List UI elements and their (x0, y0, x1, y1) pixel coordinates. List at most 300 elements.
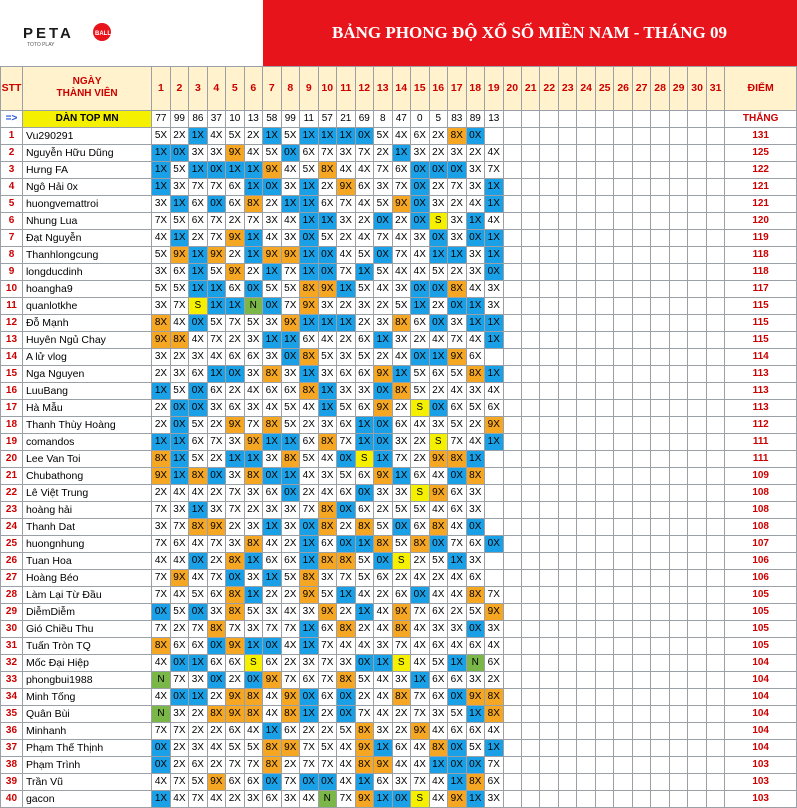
result-cell: 5X (207, 314, 225, 331)
svg-text:BALL: BALL (94, 31, 111, 37)
result-cell: 3X (392, 773, 411, 790)
table-row (1, 450, 797, 467)
empty-cell (503, 212, 521, 229)
result-cell: 6X (281, 382, 300, 399)
top-value-cell: 8 (374, 110, 393, 127)
top-value-cell: 69 (355, 110, 374, 127)
result-cell: 9X (226, 705, 244, 722)
row-points: 115 (725, 314, 797, 331)
table-row (1, 229, 797, 246)
result-cell: 7X (226, 620, 244, 637)
empty-cell (632, 637, 650, 654)
result-cell: 5X (189, 416, 207, 433)
result-cell: 2X (392, 212, 411, 229)
result-cell: 2X (429, 569, 448, 586)
result-cell: 4X (170, 484, 188, 501)
empty-cell (595, 467, 613, 484)
empty-cell (577, 586, 595, 603)
result-cell: 3X (411, 229, 430, 246)
table-row (1, 535, 797, 552)
empty-cell (595, 722, 613, 739)
result-cell: 7X (152, 535, 170, 552)
row-stt: 24 (1, 518, 23, 535)
result-cell: 9X (263, 246, 282, 263)
empty-cell (503, 161, 521, 178)
result-cell: 8X (152, 637, 170, 654)
empty-cell (558, 756, 576, 773)
member-name: Tuan Hoa (22, 552, 151, 569)
result-cell: 0X (374, 416, 393, 433)
result-cell: 5X (466, 603, 485, 620)
result-cell: 1X (207, 280, 225, 297)
result-cell: 3X (207, 603, 225, 620)
result-cell: 1X (263, 569, 282, 586)
result-cell: 2X (337, 518, 356, 535)
result-cell: 5X (448, 416, 467, 433)
empty-cell (577, 518, 595, 535)
result-cell: 5X (466, 399, 485, 416)
result-cell: 0X (207, 195, 225, 212)
row-stt: 40 (1, 790, 23, 807)
result-cell: 9X (411, 722, 430, 739)
empty-cell (485, 518, 504, 535)
table-row (1, 399, 797, 416)
result-cell: 1X (189, 688, 207, 705)
row-points: 114 (725, 348, 797, 365)
result-cell: 1X (244, 246, 262, 263)
result-cell: 1X (300, 263, 319, 280)
empty-cell (688, 365, 706, 382)
result-cell: 3X (263, 501, 282, 518)
result-cell: 2X (152, 365, 170, 382)
member-name: comandos (22, 433, 151, 450)
table-row (1, 297, 797, 314)
empty-cell (522, 263, 540, 280)
empty-cell (595, 178, 613, 195)
empty-cell (540, 773, 558, 790)
result-cell: 1X (189, 280, 207, 297)
result-cell: 3X (374, 178, 393, 195)
result-cell: 4X (281, 161, 300, 178)
member-name: DiễmDiễm (22, 603, 151, 620)
top-value-cell: 10 (226, 110, 244, 127)
row-points: 112 (725, 416, 797, 433)
result-cell: 6X (189, 212, 207, 229)
empty-cell (522, 535, 540, 552)
result-cell: 6X (448, 484, 467, 501)
row-points: 113 (725, 399, 797, 416)
empty-cell (522, 773, 540, 790)
result-cell: 7X (485, 161, 504, 178)
row-stt: 28 (1, 586, 23, 603)
result-cell: 1X (318, 382, 337, 399)
row-points: 104 (725, 688, 797, 705)
result-cell: 4X (485, 144, 504, 161)
empty-cell (651, 586, 669, 603)
result-cell: 4X (152, 773, 170, 790)
result-cell: 2X (226, 790, 244, 807)
empty-cell (706, 161, 724, 178)
result-cell: 6X (485, 399, 504, 416)
empty-cell (651, 263, 669, 280)
member-name: gacon (22, 790, 151, 807)
result-cell: 4X (448, 382, 467, 399)
row-stt: 35 (1, 705, 23, 722)
result-cell: 1X (300, 620, 319, 637)
empty-cell (614, 773, 632, 790)
result-cell: 1X (485, 314, 504, 331)
result-cell: 6X (355, 178, 374, 195)
result-cell: 8X (485, 688, 504, 705)
result-cell: 8X (337, 620, 356, 637)
result-cell: 3X (429, 416, 448, 433)
result-cell: 1X (189, 501, 207, 518)
result-cell: 4X (152, 229, 170, 246)
result-cell: 2X (429, 382, 448, 399)
empty-cell (614, 144, 632, 161)
result-cell: 2X (429, 144, 448, 161)
result-cell: 6X (263, 790, 282, 807)
result-cell: 3X (300, 603, 319, 620)
empty-cell (614, 586, 632, 603)
empty-cell (503, 246, 521, 263)
empty-cell (706, 178, 724, 195)
empty-cell (669, 518, 687, 535)
row-stt: 31 (1, 637, 23, 654)
empty-cell (614, 501, 632, 518)
empty-cell (558, 127, 576, 144)
empty-cell (706, 518, 724, 535)
empty-cell (706, 331, 724, 348)
result-cell: 0X (448, 756, 467, 773)
empty-cell (651, 688, 669, 705)
result-cell: 3X (207, 144, 225, 161)
empty-cell (503, 450, 521, 467)
result-cell: 4X (207, 739, 225, 756)
result-cell: S (244, 654, 262, 671)
result-cell: 4X (411, 416, 430, 433)
result-cell: 6X (392, 739, 411, 756)
empty-cell (522, 790, 540, 807)
result-cell: 5X (281, 569, 300, 586)
result-cell: 4X (170, 586, 188, 603)
top-value-cell: 83 (448, 110, 467, 127)
empty-cell (503, 382, 521, 399)
result-cell: 3X (244, 518, 262, 535)
result-cell: 0X (411, 195, 430, 212)
result-cell: 8X (466, 773, 485, 790)
result-cell: 3X (448, 620, 467, 637)
row-stt: 11 (1, 297, 23, 314)
result-cell: 3X (392, 484, 411, 501)
empty-cell (577, 484, 595, 501)
empty-cell (669, 756, 687, 773)
result-cell: 3X (226, 467, 244, 484)
result-label: THẮNG (725, 110, 797, 127)
result-cell: 6X (355, 365, 374, 382)
empty-cell (614, 739, 632, 756)
empty-cell (669, 484, 687, 501)
member-name: Lê Việt Trung (22, 484, 151, 501)
member-name: Hưng FA (22, 161, 151, 178)
empty-cell (540, 586, 558, 603)
header-day: 24 (577, 66, 595, 110)
result-cell: 2X (429, 178, 448, 195)
result-cell: 6X (485, 654, 504, 671)
empty-cell (540, 246, 558, 263)
result-cell: 6X (337, 416, 356, 433)
result-cell: 0X (485, 263, 504, 280)
empty-cell (558, 331, 576, 348)
empty-cell (522, 195, 540, 212)
table-row (1, 688, 797, 705)
empty-cell (522, 144, 540, 161)
empty-cell (595, 280, 613, 297)
empty-cell (503, 416, 521, 433)
result-cell: 4X (300, 467, 319, 484)
result-cell: 0X (392, 790, 411, 807)
result-cell: 2X (411, 552, 430, 569)
result-cell: 5X (466, 739, 485, 756)
empty-cell (651, 280, 669, 297)
empty-cell (632, 178, 650, 195)
empty-cell (688, 739, 706, 756)
result-cell: 4X (355, 229, 374, 246)
result-cell: 7X (485, 586, 504, 603)
result-cell: 5X (244, 603, 262, 620)
header-day: 21 (522, 66, 540, 110)
empty-cell (688, 705, 706, 722)
row-points: 108 (725, 518, 797, 535)
row-stt: 33 (1, 671, 23, 688)
empty-cell (577, 620, 595, 637)
empty-cell (669, 552, 687, 569)
empty-cell (651, 450, 669, 467)
empty-cell (632, 399, 650, 416)
empty-cell (595, 586, 613, 603)
result-cell: 6X (411, 314, 430, 331)
result-cell: 7X (207, 229, 225, 246)
result-cell: 0X (189, 552, 207, 569)
result-cell: 1X (152, 144, 170, 161)
empty-cell (614, 552, 632, 569)
empty-cell (706, 654, 724, 671)
empty-cell (540, 739, 558, 756)
result-cell: S (189, 297, 207, 314)
result-cell: 5X (189, 773, 207, 790)
result-cell: 3X (189, 144, 207, 161)
table-row (1, 637, 797, 654)
result-cell: 6X (448, 399, 467, 416)
empty-cell (614, 195, 632, 212)
result-cell: 3X (374, 484, 393, 501)
result-cell: 9X (226, 637, 244, 654)
row-points: 131 (725, 127, 797, 144)
empty-cell (577, 535, 595, 552)
result-cell: 3X (466, 484, 485, 501)
result-cell: 7X (318, 637, 337, 654)
result-cell: 1X (300, 127, 319, 144)
empty-cell (706, 756, 724, 773)
empty-cell (577, 280, 595, 297)
empty-cell (688, 518, 706, 535)
result-cell: S (411, 484, 430, 501)
result-cell: 7X (355, 705, 374, 722)
empty-cell (503, 756, 521, 773)
table-row (1, 654, 797, 671)
result-cell: 0X (189, 382, 207, 399)
empty-cell (540, 144, 558, 161)
result-cell: 9X (263, 671, 282, 688)
row-points: 113 (725, 365, 797, 382)
result-cell: 1X (318, 127, 337, 144)
result-cell: 4X (170, 314, 188, 331)
empty-cell (558, 722, 576, 739)
result-cell: 9X (374, 399, 393, 416)
header-day: 29 (669, 66, 687, 110)
result-cell: 7X (337, 790, 356, 807)
result-cell: 3X (448, 314, 467, 331)
result-cell: 2X (152, 399, 170, 416)
empty-cell (632, 603, 650, 620)
row-points: 107 (725, 535, 797, 552)
result-cell: 1X (466, 297, 485, 314)
empty-cell (669, 178, 687, 195)
result-cell: 3X (281, 365, 300, 382)
header-day: 20 (503, 66, 521, 110)
result-cell: S (429, 212, 448, 229)
empty-cell (706, 603, 724, 620)
result-cell: 3X (337, 382, 356, 399)
result-cell: 0X (152, 603, 170, 620)
empty-cell (558, 144, 576, 161)
empty-cell (614, 535, 632, 552)
result-cell: 8X (263, 365, 282, 382)
empty-cell (577, 433, 595, 450)
result-cell: 4X (411, 756, 430, 773)
result-cell: 3X (337, 144, 356, 161)
result-cell: 7X (170, 671, 188, 688)
empty-cell (632, 654, 650, 671)
row-points: 118 (725, 263, 797, 280)
result-cell: 8X (244, 195, 262, 212)
result-cell: 0X (318, 773, 337, 790)
row-points: 117 (725, 280, 797, 297)
result-cell: 9X (448, 790, 467, 807)
result-cell: 9X (226, 416, 244, 433)
result-cell: 8X (300, 569, 319, 586)
result-cell: 4X (244, 382, 262, 399)
result-cell: 0X (411, 178, 430, 195)
result-cell: 7X (152, 722, 170, 739)
row-points: 104 (725, 722, 797, 739)
empty-cell (558, 263, 576, 280)
result-cell: 0X (189, 603, 207, 620)
row-stt: 5 (1, 195, 23, 212)
result-cell: 3X (170, 705, 188, 722)
result-cell: 2X (263, 195, 282, 212)
result-cell: 6X (226, 722, 244, 739)
result-cell: 0X (355, 127, 374, 144)
result-cell: 7X (337, 195, 356, 212)
header-day: 23 (558, 66, 576, 110)
result-cell: 4X (448, 637, 467, 654)
empty-cell (688, 144, 706, 161)
result-cell: 1X (281, 195, 300, 212)
result-cell: 1X (485, 433, 504, 450)
result-cell: 3X (485, 280, 504, 297)
result-cell: 5X (152, 127, 170, 144)
empty-cell (558, 501, 576, 518)
empty-cell (540, 790, 558, 807)
empty-cell (669, 382, 687, 399)
empty-cell (706, 263, 724, 280)
member-name: Ngô Hải 0x (22, 178, 151, 195)
result-cell: 1X (300, 195, 319, 212)
result-cell: 1X (189, 246, 207, 263)
result-cell: 4X (466, 331, 485, 348)
empty-cell (688, 161, 706, 178)
result-cell: 8X (466, 467, 485, 484)
result-cell: 0X (448, 161, 467, 178)
empty-cell (522, 484, 540, 501)
result-cell: 8X (226, 603, 244, 620)
result-cell: 3X (429, 705, 448, 722)
empty-cell (522, 722, 540, 739)
row-points: 104 (725, 671, 797, 688)
empty-cell (540, 212, 558, 229)
row-stt: 17 (1, 399, 23, 416)
empty-cell (522, 739, 540, 756)
row-stt: 21 (1, 467, 23, 484)
empty-cell (558, 195, 576, 212)
empty-cell (632, 569, 650, 586)
row-stt: 34 (1, 688, 23, 705)
member-name: Đỗ Mạnh (22, 314, 151, 331)
result-cell: 3X (411, 144, 430, 161)
result-cell: 2X (355, 212, 374, 229)
empty-cell (688, 671, 706, 688)
empty-cell (706, 280, 724, 297)
empty-cell (558, 161, 576, 178)
result-cell: 2X (374, 144, 393, 161)
header-day: 11 (337, 66, 356, 110)
empty-cell (614, 348, 632, 365)
result-cell: S (411, 790, 430, 807)
result-cell: 0X (152, 739, 170, 756)
empty-cell (558, 365, 576, 382)
result-cell: 2X (374, 586, 393, 603)
result-cell: 3X (263, 603, 282, 620)
result-cell: 7X (300, 756, 319, 773)
empty-cell (577, 348, 595, 365)
result-cell: 5X (392, 501, 411, 518)
result-cell: 6X (226, 773, 244, 790)
result-cell: 5X (189, 586, 207, 603)
result-cell: 0X (485, 535, 504, 552)
result-cell: 5X (374, 263, 393, 280)
result-cell: 2X (337, 297, 356, 314)
result-cell: 7X (170, 773, 188, 790)
empty-cell (503, 535, 521, 552)
empty-cell (632, 331, 650, 348)
result-cell: 3X (189, 671, 207, 688)
empty-cell (688, 416, 706, 433)
result-cell: 3X (152, 297, 170, 314)
result-cell: 6X (189, 195, 207, 212)
result-cell: 5X (300, 450, 319, 467)
result-cell: 3X (337, 654, 356, 671)
